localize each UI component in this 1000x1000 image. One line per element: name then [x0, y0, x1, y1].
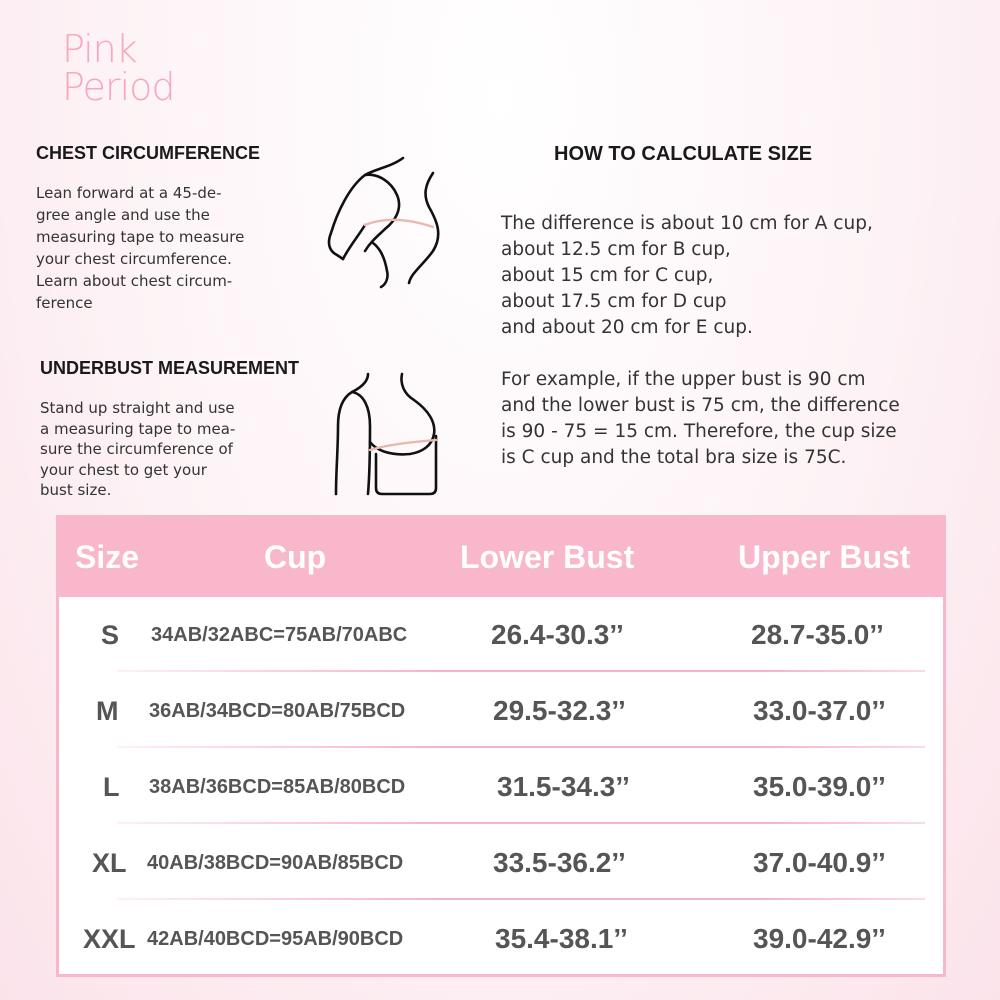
- how-to-calculate-title: HOW TO CALCULATE SIZE: [554, 143, 813, 165]
- calc-text-line: about 17.5 cm for D cup: [501, 291, 727, 312]
- size-cell: XXL: [83, 924, 136, 954]
- table-row: [59, 825, 943, 901]
- lower-bust-cell: 29.5-32.3’’: [493, 695, 626, 726]
- upper-bust-cell: 37.0-40.9’’: [753, 847, 886, 878]
- calc-text-line: The difference is about 10 cm for A cup,: [501, 213, 873, 234]
- brand-logo-line1: Pink: [62, 27, 137, 71]
- size-cell: L: [103, 772, 120, 802]
- upper-bust-cell: 35.0-39.0’’: [753, 771, 886, 802]
- size-cell: S: [101, 620, 120, 650]
- underbust-measurement-title: UNDERBUST MEASUREMENT: [40, 358, 300, 378]
- underbust-text-line: a measuring tape to mea-: [40, 419, 236, 438]
- table-row: [59, 597, 943, 673]
- lower-bust-cell: 35.4-38.1’’: [495, 923, 628, 954]
- underbust-text-line: your chest to get your: [40, 460, 207, 479]
- table-header-row: [59, 518, 943, 597]
- row-divider: [117, 898, 925, 900]
- chest-text-line: your chest circumference.: [36, 250, 232, 268]
- cup-cell: 36AB/34BCD=80AB/75BCD: [149, 700, 406, 722]
- size-cell: XL: [92, 848, 127, 878]
- lower-bust-cell: 31.5-34.3’’: [497, 771, 630, 802]
- cup-cell: 40AB/38BCD=90AB/85BCD: [147, 852, 404, 874]
- size-cell: M: [96, 696, 119, 726]
- upper-bust-cell: 28.7-35.0’’: [751, 619, 884, 650]
- row-divider: [117, 746, 925, 748]
- cup-cell: 38AB/36BCD=85AB/80BCD: [149, 776, 406, 798]
- underbust-text-line: sure the circumference of: [40, 440, 233, 458]
- chest-circumference-text: [36, 182, 244, 314]
- calc-text-line: is 90 - 75 = 15 cm. Therefore, the cup size: [501, 421, 897, 442]
- cup-cell: 34AB/32ABC=75AB/70ABC: [151, 624, 408, 646]
- calc-text-line: and about 20 cm for E cup.: [501, 317, 753, 338]
- lower-bust-cell: 33.5-36.2’’: [493, 847, 626, 878]
- header-upper-bust: Upper Bust: [738, 539, 911, 575]
- brand-logo-line2: Period: [62, 65, 175, 109]
- underbust-measurement-text: [40, 398, 235, 501]
- upper-bust-cell: 39.0-42.9’’: [753, 923, 886, 954]
- brand-logo: [62, 27, 175, 109]
- chest-text-line: ference: [36, 294, 93, 312]
- size-chart-table: [56, 515, 946, 977]
- lower-bust-cell: 26.4-30.3’’: [491, 619, 624, 650]
- underbust-standing-illustration: [330, 370, 445, 498]
- table-row: [59, 673, 943, 749]
- calc-text-line: about 12.5 cm for B cup,: [501, 239, 731, 260]
- underbust-text-line: Stand up straight and use: [40, 399, 235, 417]
- table-row: [59, 901, 943, 977]
- calc-paragraph-2: [501, 367, 900, 471]
- chest-text-line: gree angle and use the: [36, 206, 210, 224]
- header-lower-bust: Lower Bust: [460, 539, 635, 575]
- chest-lean-illustration: [325, 155, 450, 290]
- cup-cell: 42AB/40BCD=95AB/90BCD: [147, 928, 404, 950]
- chest-circumference-title: CHEST CIRCUMFERENCE: [36, 143, 261, 163]
- header-size: Size: [75, 539, 140, 575]
- row-divider: [117, 822, 925, 824]
- chest-text-line: Learn about chest circum-: [36, 272, 233, 290]
- calc-paragraph-1: [501, 211, 873, 341]
- calc-text-line: is C cup and the total bra size is 75C.: [501, 447, 847, 468]
- calc-text-line: about 15 cm for C cup,: [501, 265, 714, 286]
- header-cup: Cup: [264, 539, 327, 575]
- table-row: [59, 749, 943, 825]
- upper-bust-cell: 33.0-37.0’’: [753, 695, 886, 726]
- underbust-text-line: bust size.: [40, 481, 112, 499]
- calc-text-line: and the lower bust is 75 cm, the difference: [501, 395, 900, 416]
- chest-text-line: measuring tape to measure: [36, 228, 245, 246]
- calc-text-line: For example, if the upper bust is 90 cm: [501, 369, 866, 390]
- chest-text-line: Lean forward at a 45-de-: [36, 184, 222, 202]
- row-divider: [117, 670, 925, 672]
